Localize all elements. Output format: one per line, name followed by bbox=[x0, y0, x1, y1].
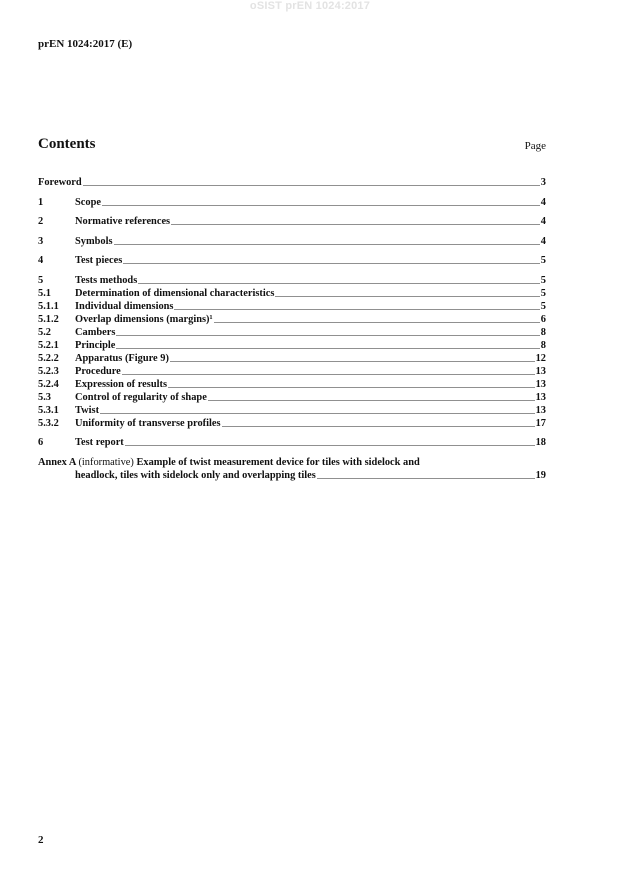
toc-entry-number: 5.2.4 bbox=[38, 378, 59, 390]
toc-entry-title: Test report bbox=[75, 437, 124, 448]
toc-entry-page: 13 bbox=[535, 391, 546, 403]
toc-entry-title: Cambers bbox=[75, 326, 116, 338]
toc-entry-title: Control of regularity of shape bbox=[75, 391, 207, 403]
toc-entry[interactable] bbox=[38, 287, 546, 300]
toc-entry[interactable] bbox=[38, 378, 546, 391]
table-of-contents bbox=[38, 176, 546, 482]
toc-entry[interactable] bbox=[38, 196, 546, 209]
toc-entry-title: Determination of dimensional characteristics bbox=[75, 287, 275, 299]
toc-entry[interactable] bbox=[38, 339, 546, 352]
toc-entry-title: Individual dimensions bbox=[75, 300, 174, 312]
toc-entry[interactable] bbox=[38, 326, 546, 339]
dot-leader bbox=[168, 387, 535, 388]
toc-entry[interactable] bbox=[38, 391, 546, 404]
toc-entry[interactable] bbox=[38, 417, 546, 430]
toc-entry-page: 4 bbox=[540, 196, 546, 208]
toc-entry-page: 13 bbox=[535, 365, 546, 377]
dot-leader bbox=[138, 283, 540, 284]
toc-entry-title: Expression of results bbox=[75, 378, 167, 390]
toc-entry-number: 4 bbox=[38, 255, 44, 266]
toc-entry-page: 5 bbox=[540, 255, 546, 266]
dot-leader bbox=[83, 185, 540, 186]
dot-leader bbox=[114, 244, 540, 245]
toc-entry-page: 8 bbox=[540, 326, 546, 338]
toc-entry[interactable] bbox=[38, 365, 546, 378]
toc-entry-page: 5 bbox=[540, 274, 546, 286]
toc-entry-page: 5 bbox=[540, 300, 546, 312]
toc-entry-title: Normative references bbox=[75, 216, 171, 227]
toc-entry-number: 5.1 bbox=[38, 287, 51, 299]
annex-title-line2: headlock, tiles with sidelock only and overlapping tiles bbox=[75, 469, 316, 481]
toc-entry-number: 3 bbox=[38, 235, 44, 247]
dot-leader bbox=[100, 413, 535, 414]
toc-entry[interactable] bbox=[38, 404, 546, 417]
toc-entry[interactable] bbox=[38, 254, 546, 267]
toc-entry-number: 5.1.2 bbox=[38, 313, 59, 325]
toc-entry-number: 2 bbox=[38, 216, 44, 227]
dot-leader bbox=[208, 400, 535, 401]
toc-entry-title: Test pieces bbox=[75, 255, 123, 266]
toc-entry-page: 3 bbox=[540, 177, 546, 188]
dot-leader bbox=[222, 426, 535, 427]
dot-leader bbox=[123, 263, 540, 264]
page-number: 2 bbox=[38, 834, 44, 846]
toc-entry-title: Symbols bbox=[75, 235, 113, 247]
toc-entry-page: 8 bbox=[540, 339, 546, 351]
toc-annex-entry[interactable] bbox=[38, 456, 546, 482]
toc-entry-page: 12 bbox=[535, 352, 546, 364]
toc-entry[interactable] bbox=[38, 274, 546, 287]
annex-type: (informative) bbox=[78, 456, 134, 468]
toc-entry-page: 6 bbox=[540, 313, 546, 325]
toc-entry-page: 4 bbox=[540, 216, 546, 227]
toc-entry[interactable] bbox=[38, 300, 546, 313]
dot-leader bbox=[275, 296, 539, 297]
toc-entry-number: 6 bbox=[38, 437, 44, 448]
toc-entry-page: 17 bbox=[535, 417, 546, 429]
dot-leader bbox=[125, 445, 535, 446]
toc-entry[interactable] bbox=[38, 352, 546, 365]
toc-entry-title: Procedure bbox=[75, 365, 121, 377]
toc-entry[interactable] bbox=[38, 235, 546, 248]
toc-entry-number: 5.3 bbox=[38, 391, 51, 403]
annex-label: Annex A bbox=[38, 456, 76, 468]
contents-heading: Contents bbox=[38, 136, 96, 152]
dot-leader bbox=[174, 309, 539, 310]
toc-entry-number: 1 bbox=[38, 196, 44, 208]
toc-entry-number: 5.3.1 bbox=[38, 404, 59, 416]
dot-leader bbox=[317, 478, 535, 479]
toc-entry-number: 5.2.2 bbox=[38, 352, 59, 364]
annex-title-line1: Example of twist measurement device for tiles with sidelock and bbox=[136, 456, 420, 468]
toc-entry-title: Apparatus (Figure 9) bbox=[75, 352, 169, 364]
toc-entry[interactable] bbox=[38, 436, 546, 449]
toc-entry-number: 5 bbox=[38, 274, 44, 286]
dot-leader bbox=[214, 322, 540, 323]
dot-leader bbox=[116, 348, 539, 349]
document-id-header: prEN 1024:2017 (E) bbox=[38, 38, 133, 50]
toc-entry-title: Overlap dimensions (margins)¹ bbox=[75, 313, 213, 325]
toc-entry-title: Twist bbox=[75, 404, 100, 416]
dot-leader bbox=[116, 335, 539, 336]
toc-entry-number: 5.1.1 bbox=[38, 300, 59, 312]
toc-entry-number: 5.3.2 bbox=[38, 417, 59, 429]
toc-entry[interactable] bbox=[38, 215, 546, 228]
toc-entry-title: Principle bbox=[75, 339, 116, 351]
toc-entry-page: 18 bbox=[535, 437, 546, 448]
toc-entry-number: 5.2.1 bbox=[38, 339, 59, 351]
toc-entry[interactable] bbox=[38, 313, 546, 326]
toc-entry-page: 4 bbox=[540, 235, 546, 247]
toc-entry-page: 5 bbox=[540, 287, 546, 299]
watermark: oSIST prEN 1024:2017 bbox=[249, 0, 371, 12]
toc-entry-title: Tests methods bbox=[75, 274, 138, 286]
page-column-label: Page bbox=[524, 140, 546, 152]
toc-entry-page: 13 bbox=[535, 404, 546, 416]
toc-entry-title: Uniformity of transverse profiles bbox=[75, 417, 221, 429]
dot-leader bbox=[171, 224, 540, 225]
toc-entry-title: Foreword bbox=[38, 177, 82, 188]
toc-entry-number: 5.2.3 bbox=[38, 365, 59, 377]
toc-entry-title: Scope bbox=[75, 196, 101, 208]
toc-entry-page: 13 bbox=[535, 378, 546, 390]
dot-leader bbox=[122, 374, 535, 375]
toc-entry[interactable] bbox=[38, 176, 546, 189]
dot-leader bbox=[102, 205, 540, 206]
toc-entry-number: 5.2 bbox=[38, 326, 51, 338]
dot-leader bbox=[170, 361, 535, 362]
annex-page: 19 bbox=[535, 469, 546, 481]
